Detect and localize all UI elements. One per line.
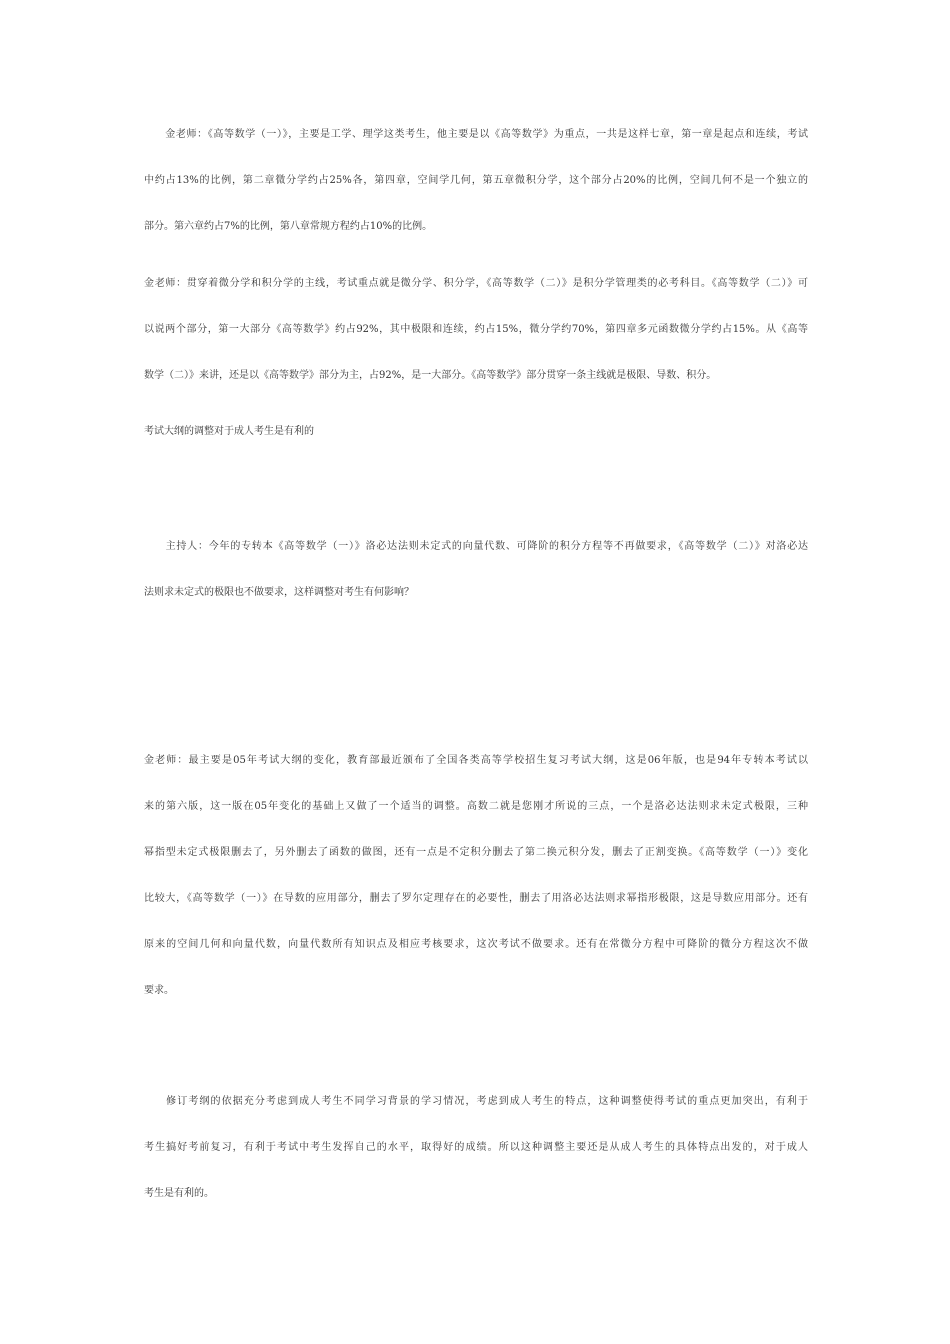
text-line: 部分。第六章约占7%的比例，第八章常规方程约占10%的比例。 <box>144 221 433 232</box>
text-line: 原来的空间几何和向量代数，向量代数所有知识点及相应考核要求，这次考试不做要求。还有在常微分方程中可降阶的微分方程这次不做 <box>144 939 808 950</box>
text-line: 数学（二）》来讲，还是以《高等数学》部分为主，占92%，是一大部分。《高等数学》部分贯穿一条主线就是极限、导数、积分。 <box>144 370 717 381</box>
text-line: 中约占13%的比例，第二章微分学约占25%各，第四章，空间学几何，第五章微积分学，这个部分占20%的比例，空间几何不是一个独立的 <box>144 175 808 186</box>
text-line: 金老师：贯穿着微分学和积分学的主线，考试重点就是微分学、积分学，《高等数学（二）》是积分学管理类的必考科目。《高等数学（二）》可 <box>144 278 808 289</box>
text-line: 考试大纲的调整对于成人考生是有利的 <box>144 426 314 437</box>
text-line: 金老师：最主要是05年考试大纲的变化，教育部最近颁布了全国各类高等学校招生复习考试大纲，这是06年版，也是94年专转本考试以 <box>144 755 808 766</box>
text-line: 金老师：《高等数学（一）》，主要是工学、理学这类考生，他主要是以《高等数学》为重点，一共是这样七章，第一章是起点和连续，考试 <box>144 129 808 140</box>
text-line: 修订考纲的依据充分考虑到成人考生不同学习背景的学习情况，考虑到成人考生的特点，这种调整使得考试的重点更加突出，有利于 <box>144 1096 808 1107</box>
text-line: 法则求未定式的极限也不做要求，这样调整对考生有何影响？ <box>144 587 414 598</box>
text-line: 考生是有利的。 <box>144 1188 214 1199</box>
paragraph-teacher-syllabus-changes <box>144 749 808 1002</box>
paragraph-revision-basis <box>144 1090 808 1205</box>
text-line: 以说两个部分，第一大部分《高等数学》约占92%，其中极限和连续，约占15%，微分学约70%，第四章多元函数微分学约占15%。从《高等 <box>144 324 808 335</box>
text-line: 来的第六版，这一版在05年变化的基础上又做了一个适当的调整。高数二就是您刚才所说的三点，一个是洛必达法则求未定式极限，三种 <box>144 801 808 812</box>
text-line: 幂指型未定式极限删去了，另外删去了函数的做图，还有一点是不定积分删去了第二换元积分发，删去了正割变换。《高等数学（一）》变化 <box>144 847 808 858</box>
text-line: 考生搞好考前复习，有利于考试中考生发挥自己的水平，取得好的成绩。所以这种调整主要还是从成人考生的具体特点出发的，对于成人 <box>144 1142 808 1153</box>
text-line: 主持人：今年的专转本《高等数学（一）》洛必达法则未定式的向量代数、可降阶的积分方程等不再做要求，《高等数学（二）》对洛必达 <box>144 541 808 552</box>
paragraph-host-question <box>144 535 808 604</box>
paragraph-teacher-math-one <box>144 123 808 238</box>
text-line: 要求。 <box>144 985 174 996</box>
section-heading <box>144 420 808 443</box>
paragraph-teacher-math-two <box>144 272 808 387</box>
text-line: 比较大，《高等数学（一）》在导数的应用部分，删去了罗尔定理存在的必要性，删去了用洛必达法则求幂指形极限，这是导数应用部分。还有 <box>144 893 808 904</box>
